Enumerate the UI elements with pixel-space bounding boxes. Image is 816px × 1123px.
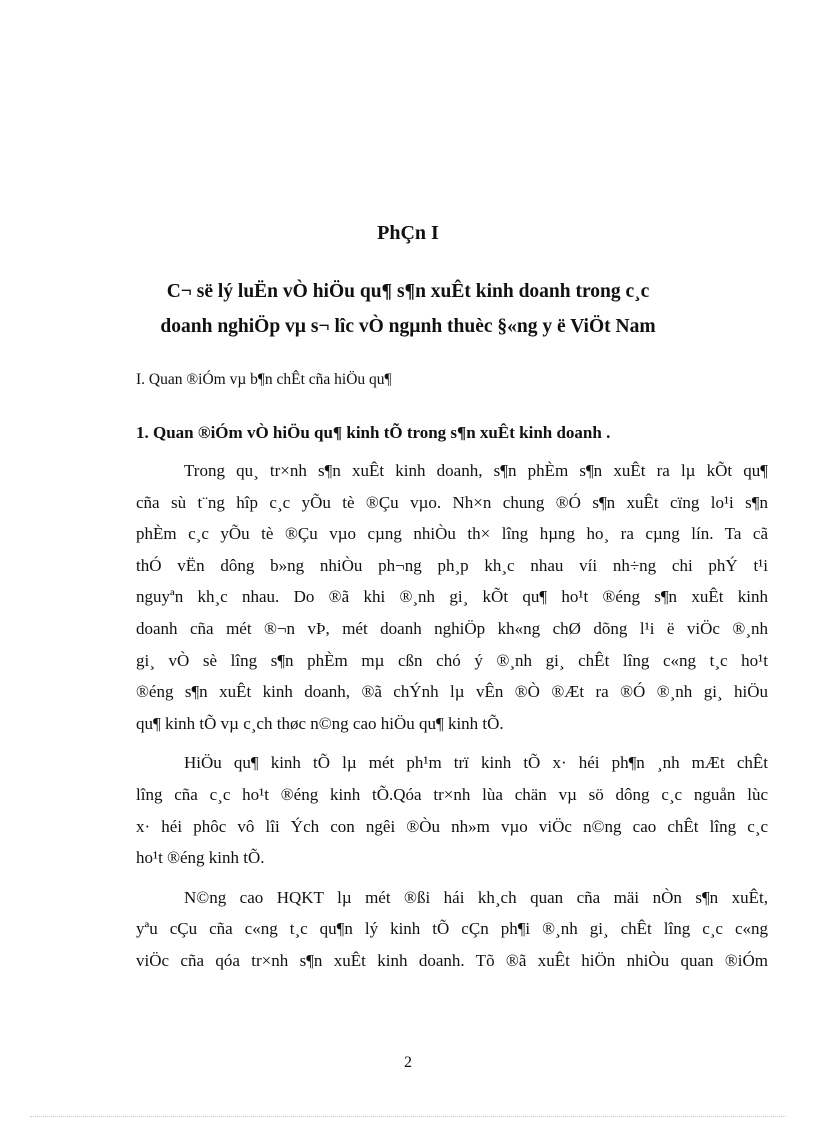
text-line: x· héi phôc vô lîi Ých con ngêi ®Òu nh»m vµo viÖc n©ng cao chÊt lîng c¸c [136, 816, 768, 836]
text-line: ®éng s¶n xuÊt kinh doanh, ®ã chÝnh lµ vÊn ®Ò ®Æt ra ®Ó ®¸nh gi¸ hiÖu [136, 682, 768, 702]
text-line: lîng cña c¸c ho¹t ®éng kinh tÕ.Qóa tr×nh lùa chän vµ sö dông c¸c nguån lùc [136, 784, 768, 804]
section-heading: I. Quan ®iÓm vµ b¶n chÊt cña hiÖu qu¶ [136, 371, 392, 388]
chapter-title [70, 274, 746, 344]
paragraph [136, 882, 768, 977]
text-line: HiÖu qu¶ kinh tÕ lµ mét ph¹m trï kinh tÕ x· héi ph¶n ¸nh mÆt chÊt [184, 753, 768, 773]
chapter-title-line: C¬ së lý luËn vÒ hiÖu qu¶ s¶n xuÊt kinh doanh trong c¸c [166, 281, 650, 302]
text-line: gi¸ vÒ sè lîng s¶n phÈm mµ cßn chó ý ®¸nh gi¸ chÊt lîng c«ng t¸c ho¹t [136, 650, 768, 670]
text-line: doanh cña mét ®¬n vÞ, mét doanh nghiÖp kh«ng chØ dõng l¹i ë viÖc ®¸nh [136, 618, 768, 638]
paragraph [136, 455, 768, 739]
page-bottom-divider [30, 1116, 786, 1117]
text-line: yªu cÇu cña c«ng t¸c qu¶n lý kinh tÕ cÇn ph¶i ®¸nh gi¸ chÊt lîng c¸c c«ng [136, 919, 768, 939]
text-line: viÖc cña qóa tr×nh s¶n xuÊt kinh doanh. Tõ ®ã xuÊt hiÖn nhiÒu quan ®iÓm [136, 950, 768, 970]
text-line: N©ng cao HQKT lµ mét ®ßi hái kh¸ch quan cña mäi nÒn s¶n xuÊt, [184, 887, 768, 907]
subsection-heading: 1. Quan ®iÓm vÒ hiÖu qu¶ kinh tÕ trong s¶n xuÊt kinh doanh . [136, 423, 611, 442]
part-title: PhÇn I [377, 222, 439, 244]
text-line: nguyªn kh¸c nhau. Do ®ã khi ®¸nh gi¸ kÕt qu¶ ho¹t ®éng s¶n xuÊt kinh [136, 587, 768, 607]
body-text [136, 455, 768, 985]
paragraph [136, 747, 768, 873]
text-line: thÓ vËn dông b»ng nhiÒu ph¬ng ph¸p kh¸c nhau víi nh÷ng chi phÝ t¹i [136, 555, 768, 575]
text-line: qu¶ kinh tÕ vµ c¸ch thøc n©ng cao hiÖu qu¶ kinh tÕ. [136, 713, 504, 733]
text-line: cña sù t¨ng hîp c¸c yÕu tè ®Çu vµo. Nh×n chung ®Ó s¶n xuÊt cïng lo¹i s¶n [136, 492, 768, 512]
page-number: 2 [404, 1054, 412, 1071]
chapter-title-line: doanh nghiÖp vµ s¬ lîc vÒ ngµnh thuèc §«ng y ë ViÖt Nam [160, 316, 656, 337]
text-line: Trong qu¸ tr×nh s¶n xuÊt kinh doanh, s¶n phÈm s¶n xuÊt ra lµ kÕt qu¶ [184, 461, 768, 480]
text-line: ho¹t ®éng kinh tÕ. [136, 848, 265, 868]
text-line: phÈm c¸c yÕu tè ®Çu vµo cµng nhiÒu th× lîng hµng ho¸ ra cµng lín. Ta cã [136, 524, 768, 544]
